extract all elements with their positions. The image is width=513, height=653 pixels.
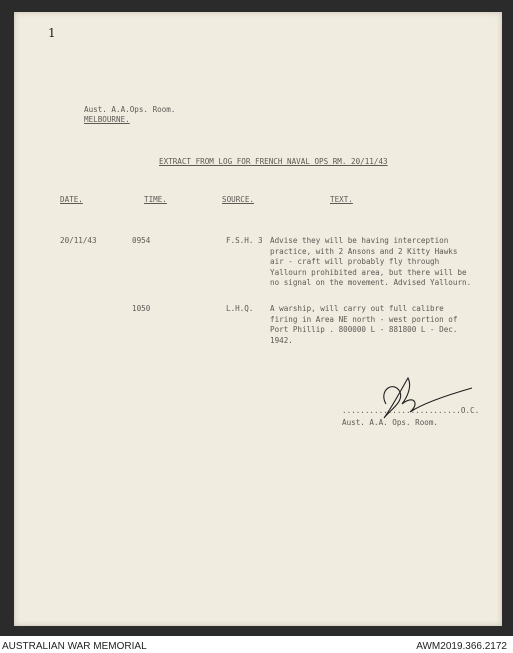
entry-1-text: Advise they will be having interception practice, with 2 Ansons and 2 Kitty Hawks air - craft will probably fly through Yallourn prohibited area, but there will be no signal on the movement. Advised Yallourn. — [270, 236, 472, 287]
footer-bar — [0, 637, 513, 653]
entry-2-source: L.H.Q. — [226, 304, 254, 313]
header-line-1: Aust. A.A.Ops. Room. — [84, 105, 176, 114]
footer-accession-number: AWM2019.366.2172 — [416, 641, 507, 652]
column-header-time: TIME. — [144, 195, 167, 204]
footer-institution: AUSTRALIAN WAR MEMORIAL — [2, 641, 147, 652]
entry-2-text: A warship, will carry out full calibre firing in Area NE north - west portion of Port Phillip . 800000 L - 881800 L - Dec. 1942. — [270, 304, 458, 345]
signature-line: ..........................O.C. — [342, 406, 480, 415]
handwritten-mark: 1 — [48, 26, 56, 40]
entry-1-source: F.S.H. 3 — [226, 236, 263, 245]
column-header-text: TEXT. — [330, 195, 353, 204]
entry-2-time: 1050 — [132, 304, 151, 313]
document-page — [14, 12, 502, 626]
signature-title: Aust. A.A. Ops. Room. — [342, 418, 439, 427]
column-header-source: SOURCE. — [222, 195, 255, 204]
entry-1-time: 0954 — [132, 236, 151, 245]
column-header-date: DATE. — [60, 195, 83, 204]
entry-1-date: 20/11/43 — [60, 236, 97, 245]
header-line-2: MELBOURNE. — [84, 115, 130, 124]
document-title: EXTRACT FROM LOG FOR FRENCH NAVAL OPS RM. 20/11/43 — [159, 157, 388, 166]
